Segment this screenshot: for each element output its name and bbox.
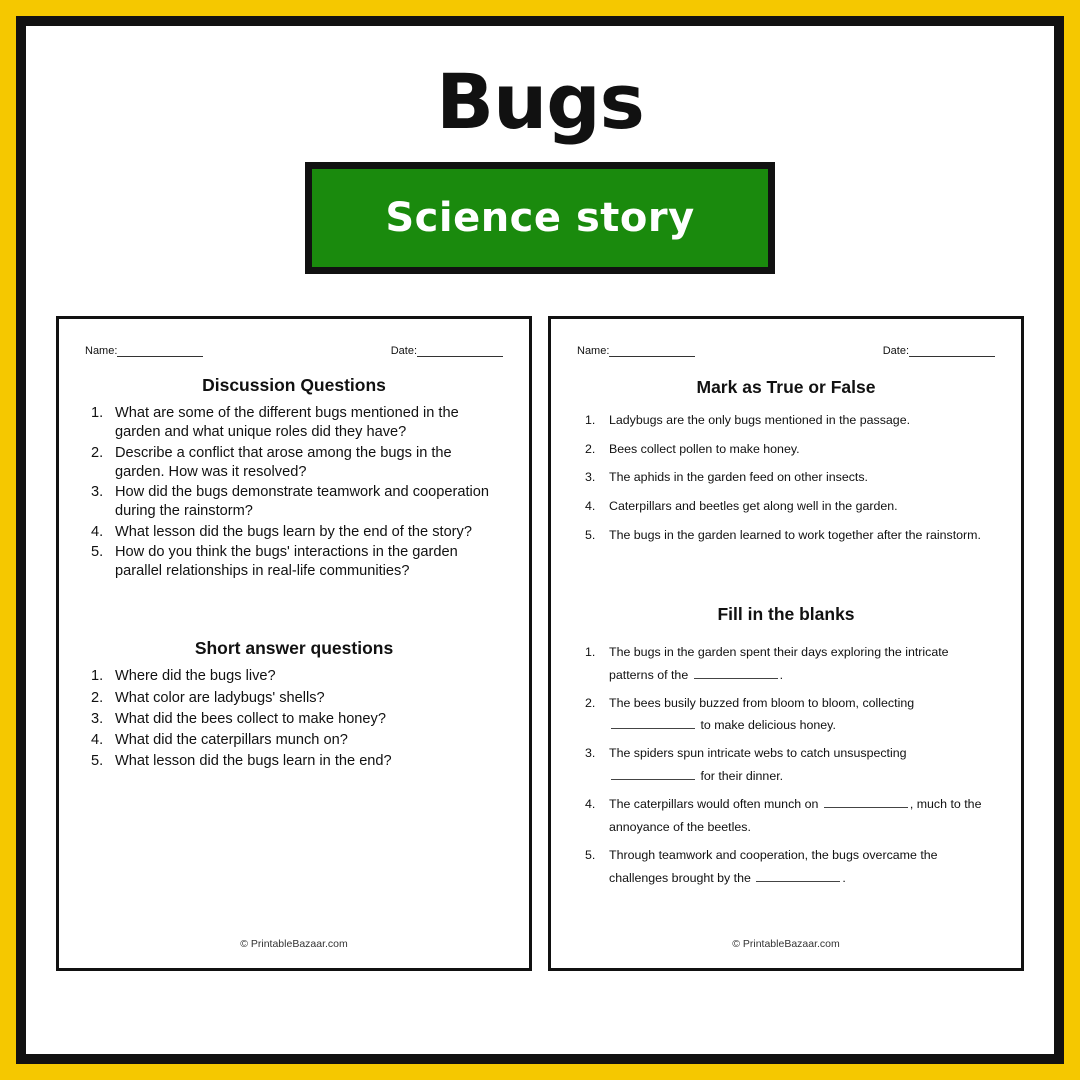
list-item: How do you think the bugs' interactions in the garden parallel relationships in real-life communities?: [115, 543, 458, 579]
list-item: What are some of the different bugs mentioned in the garden and what unique roles did they have?: [115, 405, 459, 441]
left-meta-row: [85, 345, 503, 357]
list-item: [583, 844, 995, 890]
list-item: What did the caterpillars munch on?: [115, 732, 348, 748]
blank-text-after: .: [779, 667, 784, 682]
short-answer-questions-list: [85, 667, 503, 773]
blank-input-line[interactable]: [611, 770, 695, 781]
blank-text-after: , much to the annoyance of the beetles.: [609, 797, 982, 835]
list-item: [583, 692, 995, 738]
list-item: [583, 793, 995, 839]
date-label: Date:: [882, 345, 909, 357]
date-input-line[interactable]: [417, 346, 503, 357]
right-worksheet: [548, 316, 1024, 971]
fill-in-the-blanks-list: [577, 641, 995, 895]
left-footer-credit: © PrintableBazaar.com: [240, 938, 348, 950]
name-input-line[interactable]: [117, 346, 203, 357]
discussion-questions-list: [85, 404, 503, 582]
right-footer-credit: © PrintableBazaar.com: [732, 938, 840, 950]
section-spacer: [85, 582, 503, 626]
name-field[interactable]: [577, 345, 695, 357]
true-or-false-list: [577, 412, 995, 556]
date-input-line[interactable]: [909, 346, 995, 357]
name-label: Name:: [85, 345, 118, 357]
date-field[interactable]: [391, 345, 503, 357]
list-item: The aphids in the garden feed on other insects.: [609, 470, 868, 485]
blank-text-after: for their dinner.: [697, 769, 784, 784]
list-item: What lesson did the bugs learn in the end?: [115, 753, 392, 770]
fill-in-the-blanks-title: Fill in the blanks: [717, 603, 855, 624]
list-item: Where did the bugs live?: [115, 668, 276, 685]
list-item: Caterpillars and beetles get along well in the garden.: [609, 499, 898, 514]
date-field[interactable]: [883, 345, 995, 357]
blank-text-after: to make delicious honey.: [697, 718, 836, 733]
page-inner-frame: [16, 16, 1064, 1064]
blank-input-line[interactable]: [756, 872, 840, 883]
true-or-false-title: Mark as True or False: [696, 377, 876, 397]
subtitle-label: Science story: [385, 195, 695, 241]
date-label: Date:: [390, 345, 417, 357]
blank-text-after: .: [842, 871, 846, 886]
blank-text-before: The caterpillars would often munch on: [609, 797, 822, 812]
list-item: How did the bugs demonstrate teamwork and cooperation during the rainstorm?: [115, 484, 489, 520]
left-worksheet: [56, 316, 532, 971]
short-answer-questions-title: Short answer questions: [194, 638, 394, 659]
page-title: Bugs: [436, 57, 644, 146]
list-item: What color are ladybugs' shells?: [115, 689, 325, 706]
right-meta-row: [577, 345, 995, 357]
blank-input-line[interactable]: [694, 668, 778, 679]
list-item: What did the bees collect to make honey?: [115, 710, 386, 727]
worksheets-container: [56, 316, 1024, 971]
list-item: Describe a conflict that arose among the bugs in the garden. How was it resolved?: [115, 444, 452, 480]
discussion-questions-title: Discussion Questions: [202, 375, 386, 395]
blank-text-before: The spiders spun intricate webs to catch unsuspecting: [609, 746, 907, 761]
list-item: The bugs in the garden learned to work together after the rainstorm.: [609, 527, 981, 542]
list-item: Bees collect pollen to make honey.: [609, 441, 800, 456]
name-label: Name:: [577, 345, 610, 357]
blank-input-line[interactable]: [824, 798, 908, 809]
list-item: [583, 641, 995, 687]
subtitle-badge: [305, 162, 775, 274]
list-item: Ladybugs are the only bugs mentioned in the passage.: [609, 413, 911, 427]
name-input-line[interactable]: [609, 346, 695, 357]
blank-input-line[interactable]: [611, 719, 695, 730]
list-item: What lesson did the bugs learn by the end of the story?: [115, 523, 472, 540]
blank-text-before: The bugs in the garden spent their days exploring the intricate patterns of the: [609, 644, 949, 682]
name-field[interactable]: [85, 345, 203, 357]
blank-text-before: Through teamwork and cooperation, the bugs overcame the challenges brought by the: [609, 848, 938, 886]
list-item: [583, 742, 995, 788]
blank-text-before: The bees busily buzzed from bloom to bloom, collecting: [609, 695, 915, 710]
